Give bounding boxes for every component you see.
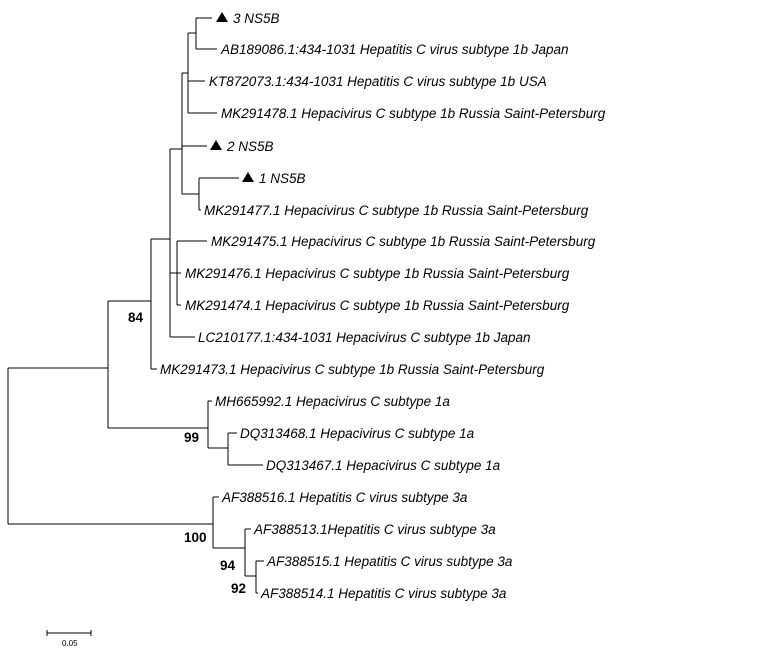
leaf-label-mk291478: MK291478.1 Hepacivirus C subtype 1b Russia Saint-Petersburg [221,106,606,121]
leaf-label-af388513: AF388513.1Hepatitis C virus subtype 3a [254,522,496,537]
leaf-label-mk291477: MK291477.1 Hepacivirus C subtype 1b Russia Saint-Petersburg [204,203,589,218]
scale-bar-label: 0.05 [62,639,78,648]
leaf-label-ns5b-1: 1 NS5B [259,171,306,186]
leaf-label-mk291474: MK291474.1 Hepacivirus C subtype 1b Russia Saint-Petersburg [185,298,570,313]
leaf-label-dq313467: DQ313467.1 Hepacivirus C subtype 1a [266,458,501,473]
leaf-label-mk291475: MK291475.1 Hepacivirus C subtype 1b Russia Saint-Petersburg [211,234,596,249]
triangle-marker-icon [242,172,254,182]
leaf-label-mh665992: MH665992.1 Hepacivirus C subtype 1a [215,394,450,409]
leaf-label-kt872073: KT872073.1:434-1031 Hepatitis C virus subtype 1b USA [209,74,547,89]
bootstrap-label-3a-inner: 94 [220,558,236,573]
leaf-label-dq313468: DQ313468.1 Hepacivirus C subtype 1a [240,426,475,441]
bootstrap-label-3a: 100 [184,530,207,545]
leaf-label-af388514: AF388514.1 Hepatitis C virus subtype 3a [261,586,507,601]
bootstrap-label-3a-innermost: 92 [231,581,247,596]
triangle-marker-icon [210,140,222,150]
leaf-label-lc210177: LC210177.1:434-1031 Hepacivirus C subtype 1b Japan [198,330,531,345]
scale-bar [47,630,91,648]
leaf-label-ns5b-2: 2 NS5B [227,139,274,154]
leaf-label-mk291473: MK291473.1 Hepacivirus C subtype 1b Russia Saint-Petersburg [160,362,545,377]
leaf-markers [210,12,254,182]
bootstrap-label-1a: 99 [184,430,200,445]
triangle-marker-icon [216,12,228,22]
leaf-label-ab189086: AB189086.1:434-1031 Hepatitis C virus subtype 1b Japan [221,42,569,57]
leaf-label-mk291476: MK291476.1 Hepacivirus C subtype 1b Russia Saint-Petersburg [185,266,570,281]
bootstrap-label-1b: 84 [128,310,144,325]
leaf-label-ns5b-3: 3 NS5B [233,11,280,26]
leaf-label-af388515: AF388515.1 Hepatitis C virus subtype 3a [267,554,513,569]
leaf-labels [160,11,606,601]
leaf-label-af388516: AF388516.1 Hepatitis C virus subtype 3a [222,490,468,505]
